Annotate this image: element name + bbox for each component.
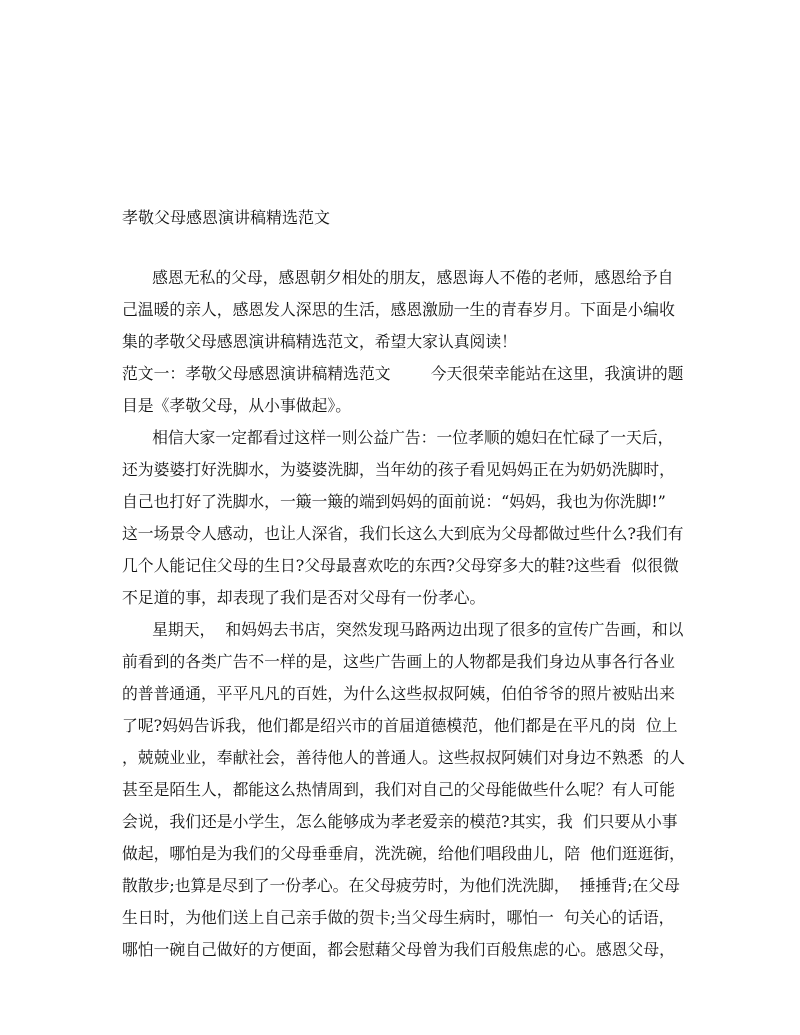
text-line: ，兢兢业业，奉献社会，善待他人的普通人。这些叔叔阿姨们对身边不熟悉 的人 xyxy=(122,748,685,767)
text-line: 不足道的事，却表现了我们是否对父母有一份孝心。 xyxy=(122,588,486,607)
text-line: 了呢?妈妈告诉我，他们都是绍兴市的首届道德模范，他们都是在平凡的岗 位上 xyxy=(122,716,678,735)
text-line: 生日时，为他们送上自己亲手做的贺卡;当父母生病时，哪怕一 句关心的话语， xyxy=(122,908,675,927)
text-line: 集的孝敬父母感恩演讲稿精选范文，希望大家认真阅读！ xyxy=(122,332,517,351)
text-line: 感恩无私的父母，感恩朝夕相处的朋友，感恩诲人不倦的老师，感恩给予自 xyxy=(122,268,674,287)
text-line: 做起，哪怕是为我们的父母垂垂肩，洗洗碗，给他们唱段曲儿，陪 他们逛逛街， xyxy=(122,844,685,863)
text-line: 甚至是陌生人，都能这么热情周到，我们对自己的父母能做些什么呢？有人可能 xyxy=(122,780,675,799)
text-line: 己温暖的亲人，感恩发人深思的生活，感恩激励一生的青春岁月。下面是小编收 xyxy=(122,300,675,319)
text-line: 几个人能记住父母的生日?父母最喜欢吃的东西?父母穿多大的鞋?这些看 似很微 xyxy=(122,556,679,575)
text-line: 这一场景令人感动，也让人深省，我们长这么大到底为父母都做过些什么?我们有 xyxy=(122,524,684,543)
text-line: 范文一：孝敬父母感恩演讲稿精选范文 今天很荣幸能站在这里，我演讲的题 xyxy=(122,364,684,383)
text-line: 相信大家一定都看过这样一则公益广告：一位孝顺的媳妇在忙碌了一天后， xyxy=(122,428,674,447)
text-line: 的普普通通，平平凡凡的百姓，为什么这些叔叔阿姨，伯伯爷爷的照片被贴出来 xyxy=(122,684,675,703)
text-line: 前看到的各类广告不一样的是，这些广告画上的人物都是我们身边从事各行各业 xyxy=(122,652,675,671)
text-line: 散散步;也算是尽到了一份孝心。在父母疲劳时，为他们洗洗脚， 捶捶背;在父母 xyxy=(122,876,680,895)
text-line: 自己也打好了洗脚水，一簸一簸的端到妈妈的面前说：“妈妈，我也为你洗脚!” xyxy=(122,492,666,511)
text-line: 会说，我们还是小学生，怎么能够成为孝老爱亲的模范?其实，我 们只要从小事 xyxy=(122,812,678,831)
text-line: 星期天， 和妈妈去书店，突然发现马路两边出现了很多的宣传广告画，和以 xyxy=(122,620,684,639)
document-body xyxy=(122,262,685,966)
text-line: 哪怕一碗自己做好的方便面，都会慰藉父母曾为我们百般焦虑的心。感恩父母， xyxy=(122,940,675,959)
text-line: 还为婆婆打好洗脚水，为婆婆洗脚，当年幼的孩子看见妈妈正在为奶奶洗脚时， xyxy=(122,460,675,479)
text-line: 目是《孝敬父母，从小事做起》。 xyxy=(122,396,352,415)
document-title: 孝敬父母感恩演讲稿精选范文 xyxy=(122,208,331,227)
